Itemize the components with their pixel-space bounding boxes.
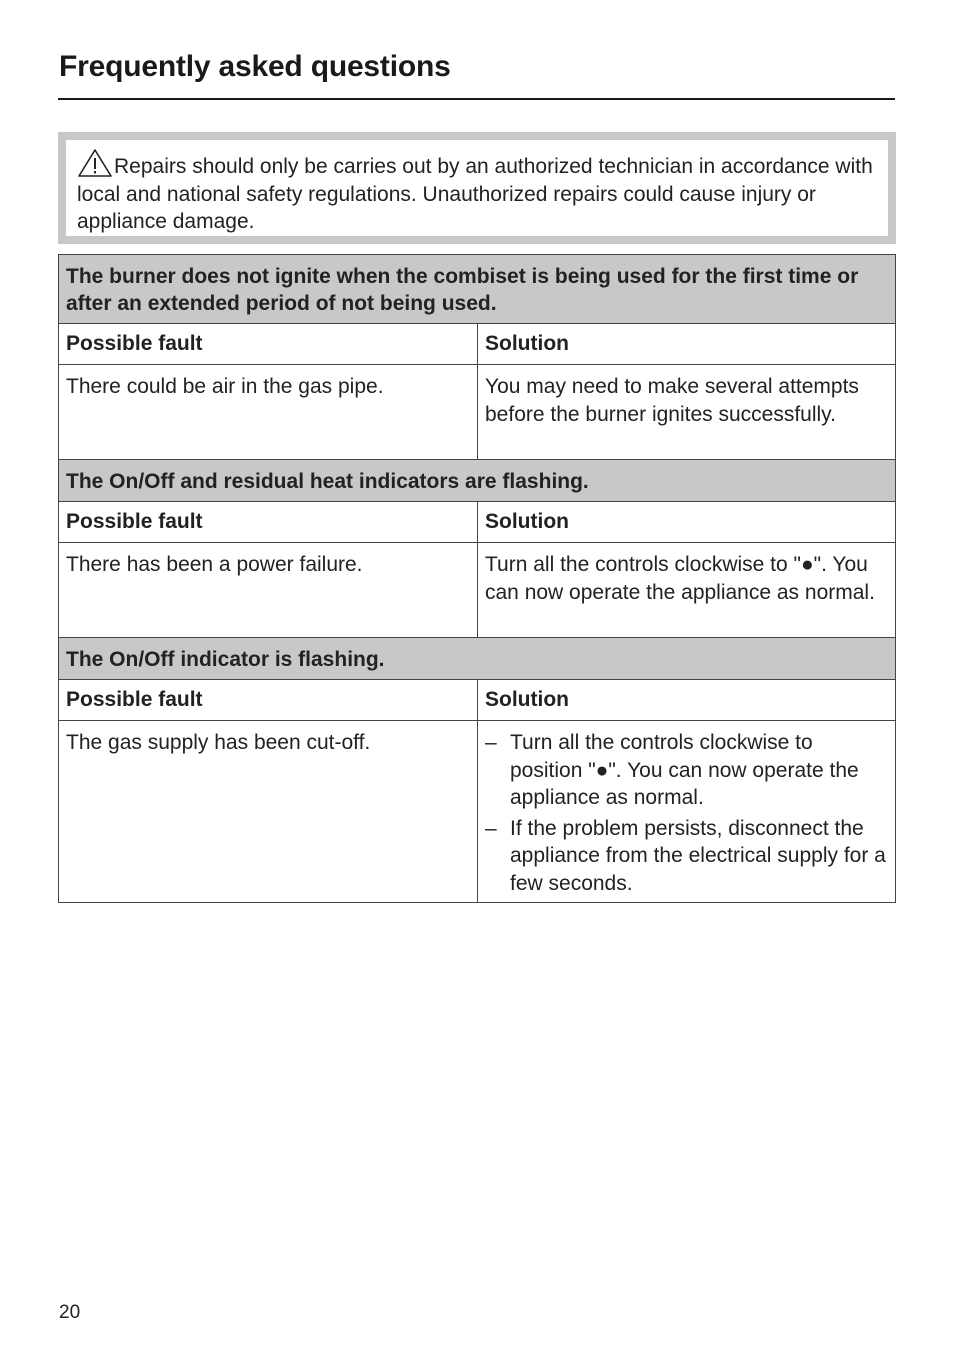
page-title: Frequently asked questions — [59, 50, 451, 83]
header-row — [59, 680, 896, 721]
solution-cell — [478, 721, 896, 903]
faq-table — [58, 254, 896, 903]
question-row — [59, 638, 896, 680]
fault-header: Possible fault — [59, 324, 478, 365]
fault-cell: There could be air in the gas pipe. — [59, 365, 478, 460]
question-row — [59, 255, 896, 324]
question-row — [59, 460, 896, 502]
question-text: The On/Off and residual heat indicators are flashing. — [59, 460, 896, 502]
solution-cell: You may need to make several attempts before the burner ignites successfully. — [478, 365, 896, 460]
header-row — [59, 502, 896, 543]
fault-cell: The gas supply has been cut-off. — [59, 721, 478, 903]
solution-list — [485, 729, 888, 897]
answer-row — [59, 721, 896, 903]
answer-row — [59, 365, 896, 460]
header-row — [59, 324, 896, 365]
fault-cell: There has been a power failure. — [59, 543, 478, 638]
question-text: The burner does not ignite when the combiset is being used for the first time or after an extended period of not being used. — [59, 255, 896, 324]
solution-header: Solution — [478, 502, 896, 543]
page-number: 20 — [59, 1302, 81, 1323]
solution-list-item: – If the problem persists, disconnect the appliance from the electrical supply for a few seconds. — [485, 815, 888, 898]
fault-header: Possible fault — [59, 502, 478, 543]
solution-header: Solution — [478, 680, 896, 721]
fault-header: Possible fault — [59, 680, 478, 721]
question-text: The On/Off indicator is flashing. — [59, 638, 896, 680]
solution-header: Solution — [478, 324, 896, 365]
title-divider — [58, 98, 895, 100]
warning-box — [58, 132, 896, 244]
warning-text: Repairs should only be carries out by an authorized technician in accordance with local and national safety regulations. Unauthorized repairs could cause injury or appliance damage. — [77, 155, 873, 233]
warning-content — [66, 140, 888, 236]
solution-cell: Turn all the controls clockwise to "●". You can now operate the appliance as normal. — [478, 543, 896, 638]
answer-row — [59, 543, 896, 638]
warning-triangle-icon — [77, 148, 113, 178]
solution-list-item: – Turn all the controls clockwise to position "●". You can now operate the appliance as normal. — [485, 729, 888, 812]
